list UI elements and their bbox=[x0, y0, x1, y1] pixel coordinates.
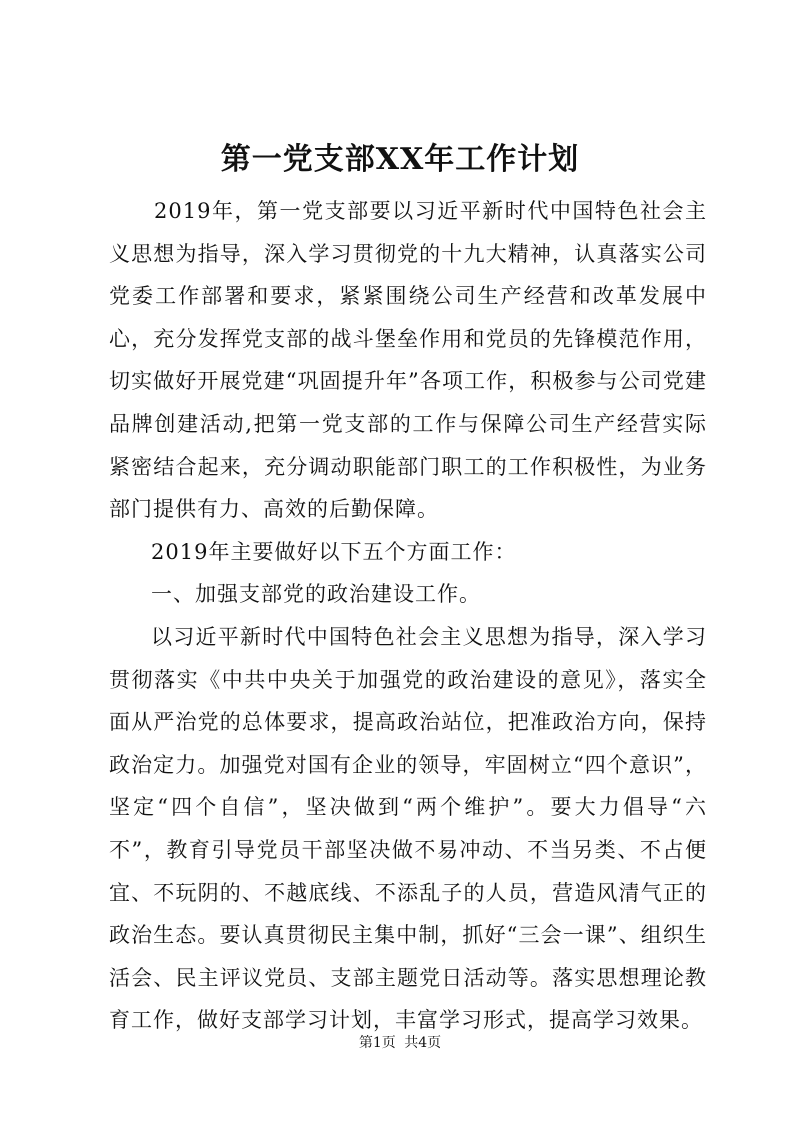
page-footer bbox=[0, 1033, 800, 1053]
paragraph-overview: 2019年主要做好以下五个方面工作： bbox=[151, 539, 517, 564]
total-pages: 共4页 bbox=[404, 1035, 442, 1051]
section-heading-1: 一、加强支部党的政治建设工作。 bbox=[151, 582, 481, 607]
page-number: 第1页 bbox=[358, 1035, 396, 1051]
document-title: 第一党支部XX年工作计划 bbox=[220, 142, 580, 177]
document-body bbox=[109, 190, 707, 1042]
paragraph-intro: 2019年，第一党支部要以习近平新时代中国特色社会主义思想为指导，深入学习贯彻党的十九大精神，认真落实公司党委工作部署和要求，紧紧围绕公司生产经营和改革发展中心，充分发挥党支部的战斗堡垒作用和党员的先锋模范作用，切实做好开展党建“巩固提升年”各项工作，积极参与公司党建品牌创建活动,把第一党支部的工作与保障公司生产经营实际紧密结合起来，充分调动职能部门职工的工作积极性，为业务部门提供有力、高效的后勤保障。 bbox=[109, 199, 707, 522]
paragraph-section-1: 以习近平新时代中国特色社会主义思想为指导，深入学习贯彻落实《中共中央关于加强党的政治建设的意见》，落实全面从严治党的总体要求，提高政治站位，把准政治方向，保持政治定力。加强党对国有企业的领导，牢固树立“四个意识”，坚定“四个自信”，坚决做到“两个维护”。要大力倡导“六不”，教育引导党员干部坚决做不易冲动、不当另类、不占便宜、不玩阴的、不越底线、不添乱子的人员，营造风清气正的政治生态。要认真贯彻民主集中制，抓好“三会一课”、组织生活会、民主评议党员、支部主题党日活动等。落实思想理论教育工作，做好支部学习计划，丰富学习形式，提高学习效果。 bbox=[109, 624, 707, 1033]
